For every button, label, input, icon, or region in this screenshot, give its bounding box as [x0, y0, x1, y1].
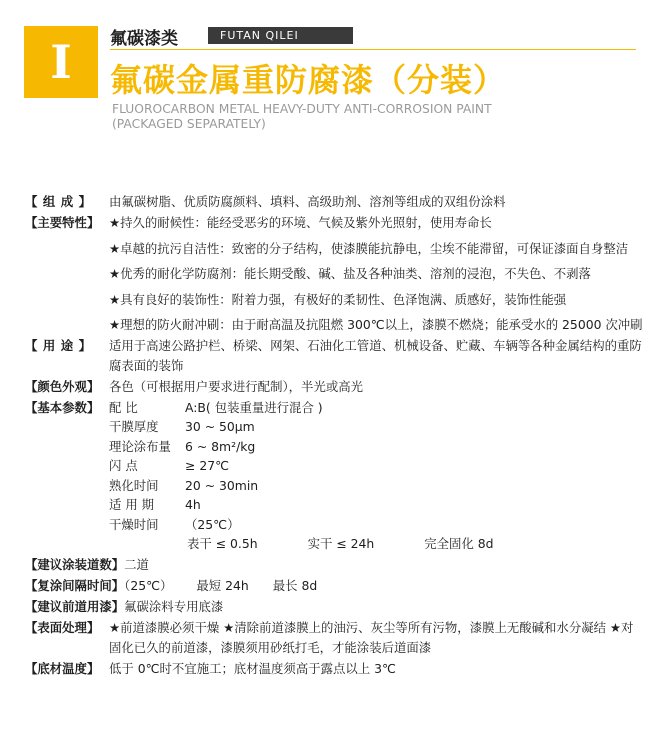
param-name: 干膜厚度: [109, 419, 159, 434]
spec-row-params: [25, 398, 645, 554]
feature-item: ★优秀的耐化学防腐剂：能长期受酸、碱、盐及各种油类、溶剂的浸泡，不失色、不剥落: [109, 266, 591, 281]
section-number-badge: [24, 26, 98, 98]
param-value: 6 ~ 8m²/kg: [185, 438, 256, 454]
dry-hard: 实干 ≤ 24h: [307, 536, 375, 551]
header-rule: [110, 49, 636, 50]
spec-row-primer: [25, 597, 645, 617]
spec-label: 【建议涂装道数】: [25, 557, 125, 572]
spec-value: 氟碳涂料专用底漆: [124, 599, 224, 614]
spec-value: 二道: [124, 557, 149, 572]
param-value: ≥ 27℃: [185, 458, 230, 473]
spec-row-composition: [25, 192, 645, 212]
spec-row-features: [25, 213, 645, 335]
param-value: 20 ~ 30min: [185, 477, 259, 493]
spec-row-usage: [25, 336, 645, 375]
spec-label: 【建议前道用漆】: [25, 599, 125, 614]
param-name: 配 比: [109, 399, 138, 415]
param-row: [109, 476, 645, 496]
spec-label: 【基本参数】: [25, 399, 100, 415]
param-value: 4h: [185, 497, 201, 512]
spec-row-recoat: [25, 576, 645, 596]
param-name: 干燥时间: [109, 516, 159, 532]
title-en-line-2: (PACKAGED SEPARATELY): [112, 117, 266, 131]
category-title: 氟碳漆类: [110, 29, 178, 49]
param-row: [109, 495, 645, 515]
spec-label: 【复涂间隔时间】: [25, 578, 125, 593]
spec-value: ★前道漆膜必须干燥 ★清除前道漆膜上的油污、灰尘等所有污物，漆膜上无酸碱和水分凝结 ★对固化已久的前道漆，漆膜须用砂纸打毛，才能涂装后道面漆: [109, 620, 634, 655]
spec-value: 各色（可根据用户要求进行配制），半光或高光: [109, 378, 364, 394]
product-title-english: [112, 102, 492, 132]
feature-list: [109, 213, 645, 335]
feature-item: ★卓越的抗污自洁性：致密的分子结构，使漆膜能抗静电，尘埃不能滞留，可保证漆面自身整洁: [109, 240, 629, 256]
dry-full: 完全固化 8d: [424, 536, 494, 551]
param-name: 适 用 期: [109, 497, 155, 512]
param-value: A:B( 包装重量进行混合 ): [185, 399, 323, 415]
spec-list: [25, 192, 645, 680]
spec-value: 由氟碳树脂、优质防腐颜料、填料、高级助剂、溶剂等组成的双组份涂料: [109, 194, 506, 209]
spec-label: 【颜色外观】: [25, 378, 100, 394]
category-pinyin-tag: FUTAN QILEI: [208, 27, 353, 44]
feature-item: ★具有良好的装饰性：附着力强，有极好的柔韧性、色泽饱满、质感好，装饰性能强: [109, 291, 567, 307]
param-name: 熟化时间: [109, 477, 159, 493]
spec-label: 【底材温度】: [25, 660, 100, 676]
param-value: （25℃）: [185, 516, 240, 532]
param-name: 闪 点: [109, 458, 138, 473]
spec-label: 【主要特性】: [25, 215, 100, 230]
spec-label: 【表面处理】: [25, 620, 100, 635]
recoat-temp: （25℃）: [124, 578, 173, 593]
spec-label: 【组成】: [25, 194, 92, 209]
spec-value: 适用于高速公路护栏、桥梁、网架、石油化工管道、机械设备、贮藏、车辆等各种金属结构的重防腐表面的装饰: [109, 338, 642, 373]
feature-item: ★理想的防火耐冲刷：由于耐高温及抗阻燃 300℃以上，漆膜不燃烧；能承受水的 25000 次冲刷: [109, 317, 643, 332]
spec-value: 低于 0℃时不宜施工；底材温度须高于露点以上 3℃: [109, 660, 396, 676]
dry-time-details: [109, 534, 645, 554]
param-row: [109, 515, 645, 535]
spec-row-surface: [25, 618, 645, 657]
param-row: [109, 437, 645, 457]
feature-item: ★持久的耐候性：能经受恶劣的环境、气候及紫外光照射，使用寿命长: [109, 215, 492, 230]
param-name: 理论涂布量: [109, 438, 171, 454]
spec-label: 【用途】: [25, 338, 92, 353]
param-row: [109, 456, 645, 476]
title-en-line-1: FLUOROCARBON METAL HEAVY-DUTY ANTI-CORROSION PAINT: [112, 102, 492, 116]
recoat-min: 最短 24h: [196, 578, 249, 593]
recoat-max: 最长 8d: [272, 578, 318, 593]
spec-row-substrate: [25, 659, 645, 679]
param-value: 30 ~ 50μm: [185, 419, 255, 434]
param-list: [109, 398, 645, 554]
param-row: [109, 417, 645, 437]
spec-row-color: [25, 377, 645, 397]
product-title: 氟碳金属重防腐漆（分装）: [110, 61, 507, 99]
param-row: [109, 398, 645, 418]
spec-row-coats: [25, 555, 645, 575]
section-numeral: I: [50, 35, 72, 89]
dry-surface: 表干 ≤ 0.5h: [187, 536, 258, 551]
